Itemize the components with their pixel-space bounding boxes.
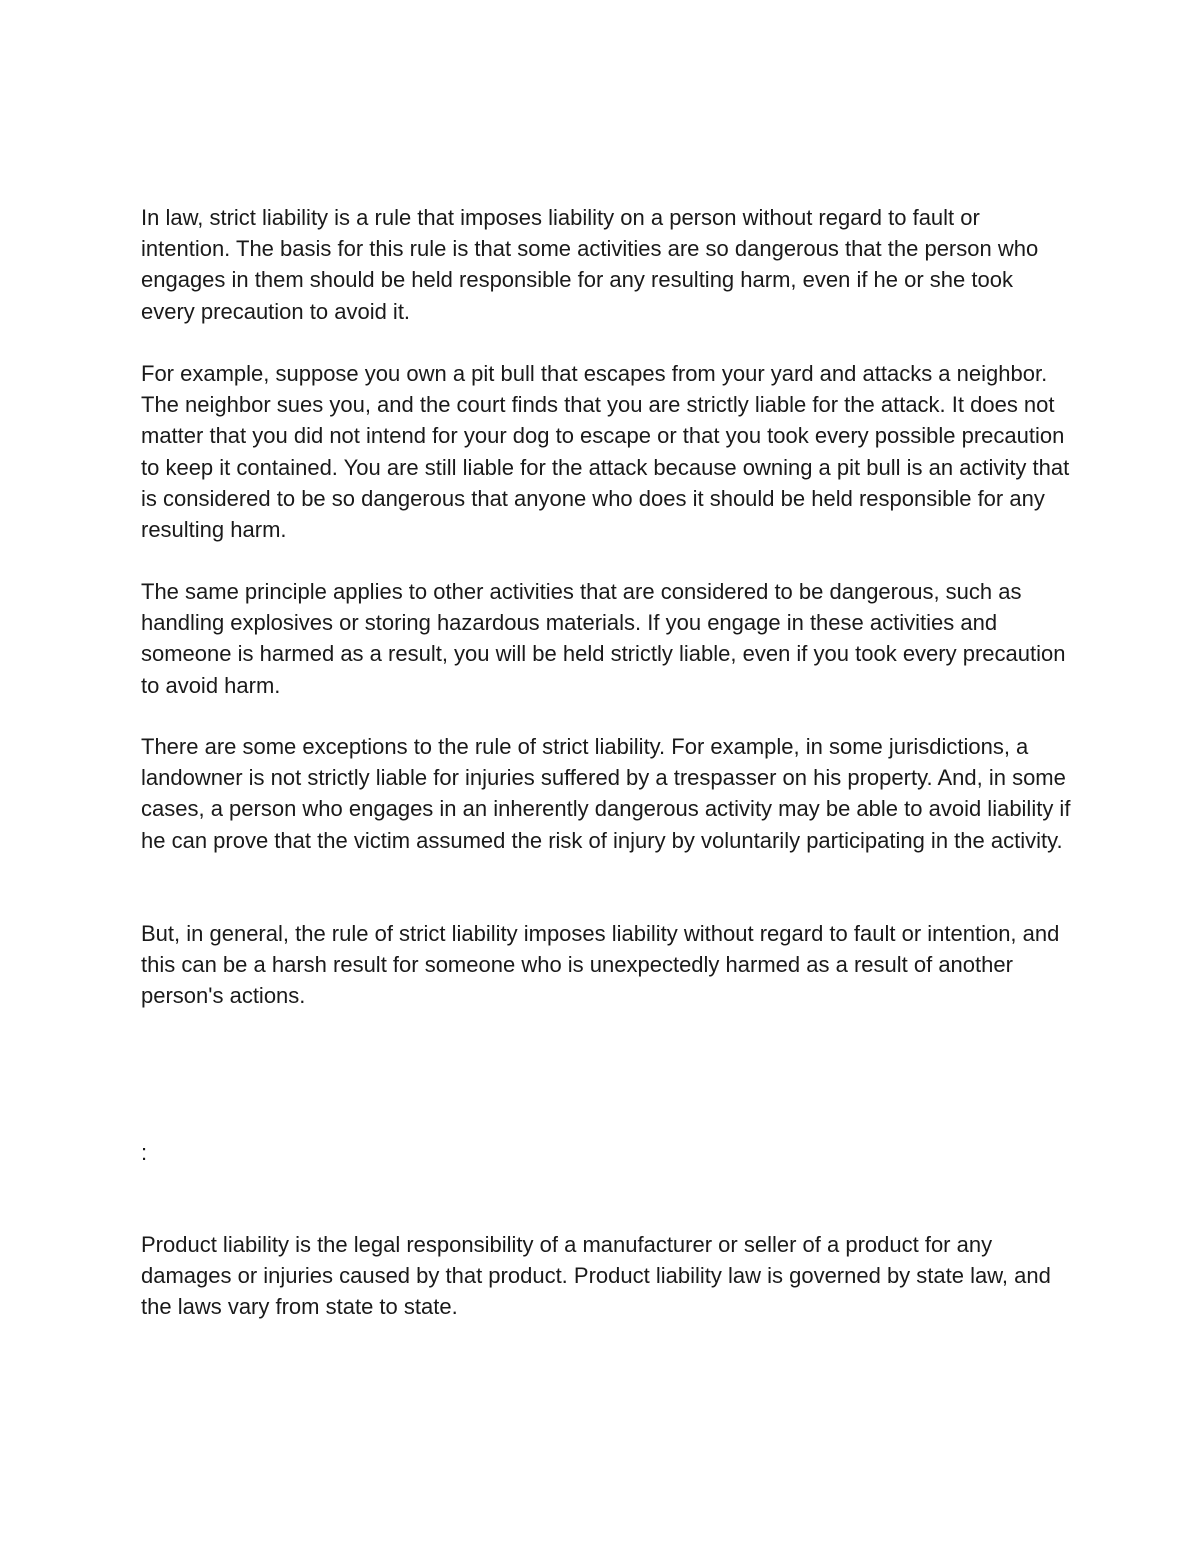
paragraph-general-conclusion: But, in general, the rule of strict liability imposes liability without regard to fault or intention, and this can be a harsh result for someone who is unexpectedly harmed as a result of another person's actions. (141, 921, 1060, 1009)
paragraph-dangerous-activities: The same principle applies to other activities that are considered to be dangerous, such as handling explosives or storing hazardous materials. If you engage in these activities and someone is harmed as a result, you will be held strictly liable, even if you took every precaution to avoid harm. (141, 579, 1066, 698)
paragraph-product-liability: Product liability is the legal responsibility of a manufacturer or seller of a product for any damages or injuries caused by that product. Product liability law is governed by state law, and the laws vary from state to state. (141, 1232, 1051, 1320)
separator-colon: : (141, 1140, 148, 1165)
paragraph-exceptions: There are some exceptions to the rule of strict liability. For example, in some jurisdictions, a landowner is not strictly liable for injuries suffered by a trespasser on his property. And, in some cases, a person who engages in an inherently dangerous activity may be able to avoid liability if he can prove that the victim assumed the risk of injury by voluntarily participating in the activity. (141, 734, 1071, 853)
paragraph-pit-bull-example: For example, suppose you own a pit bull that escapes from your yard and attacks a neighbor. The neighbor sues you, and the court finds that you are strictly liable for the attack. It does not matter that you did not intend for your dog to escape or that you took every possible precaution to keep it contained. You are still liable for the attack because owning a pit bull is an activity that is considered to be so dangerous that anyone who does it should be held responsible for any resulting harm. (141, 361, 1070, 543)
paragraph-strict-liability-definition: In law, strict liability is a rule that imposes liability on a person without regard to fault or intention. The basis for this rule is that some activities are so dangerous that the person who engages in them should be held responsible for any resulting harm, even if he or she took every precaution to avoid it. (141, 205, 1039, 324)
